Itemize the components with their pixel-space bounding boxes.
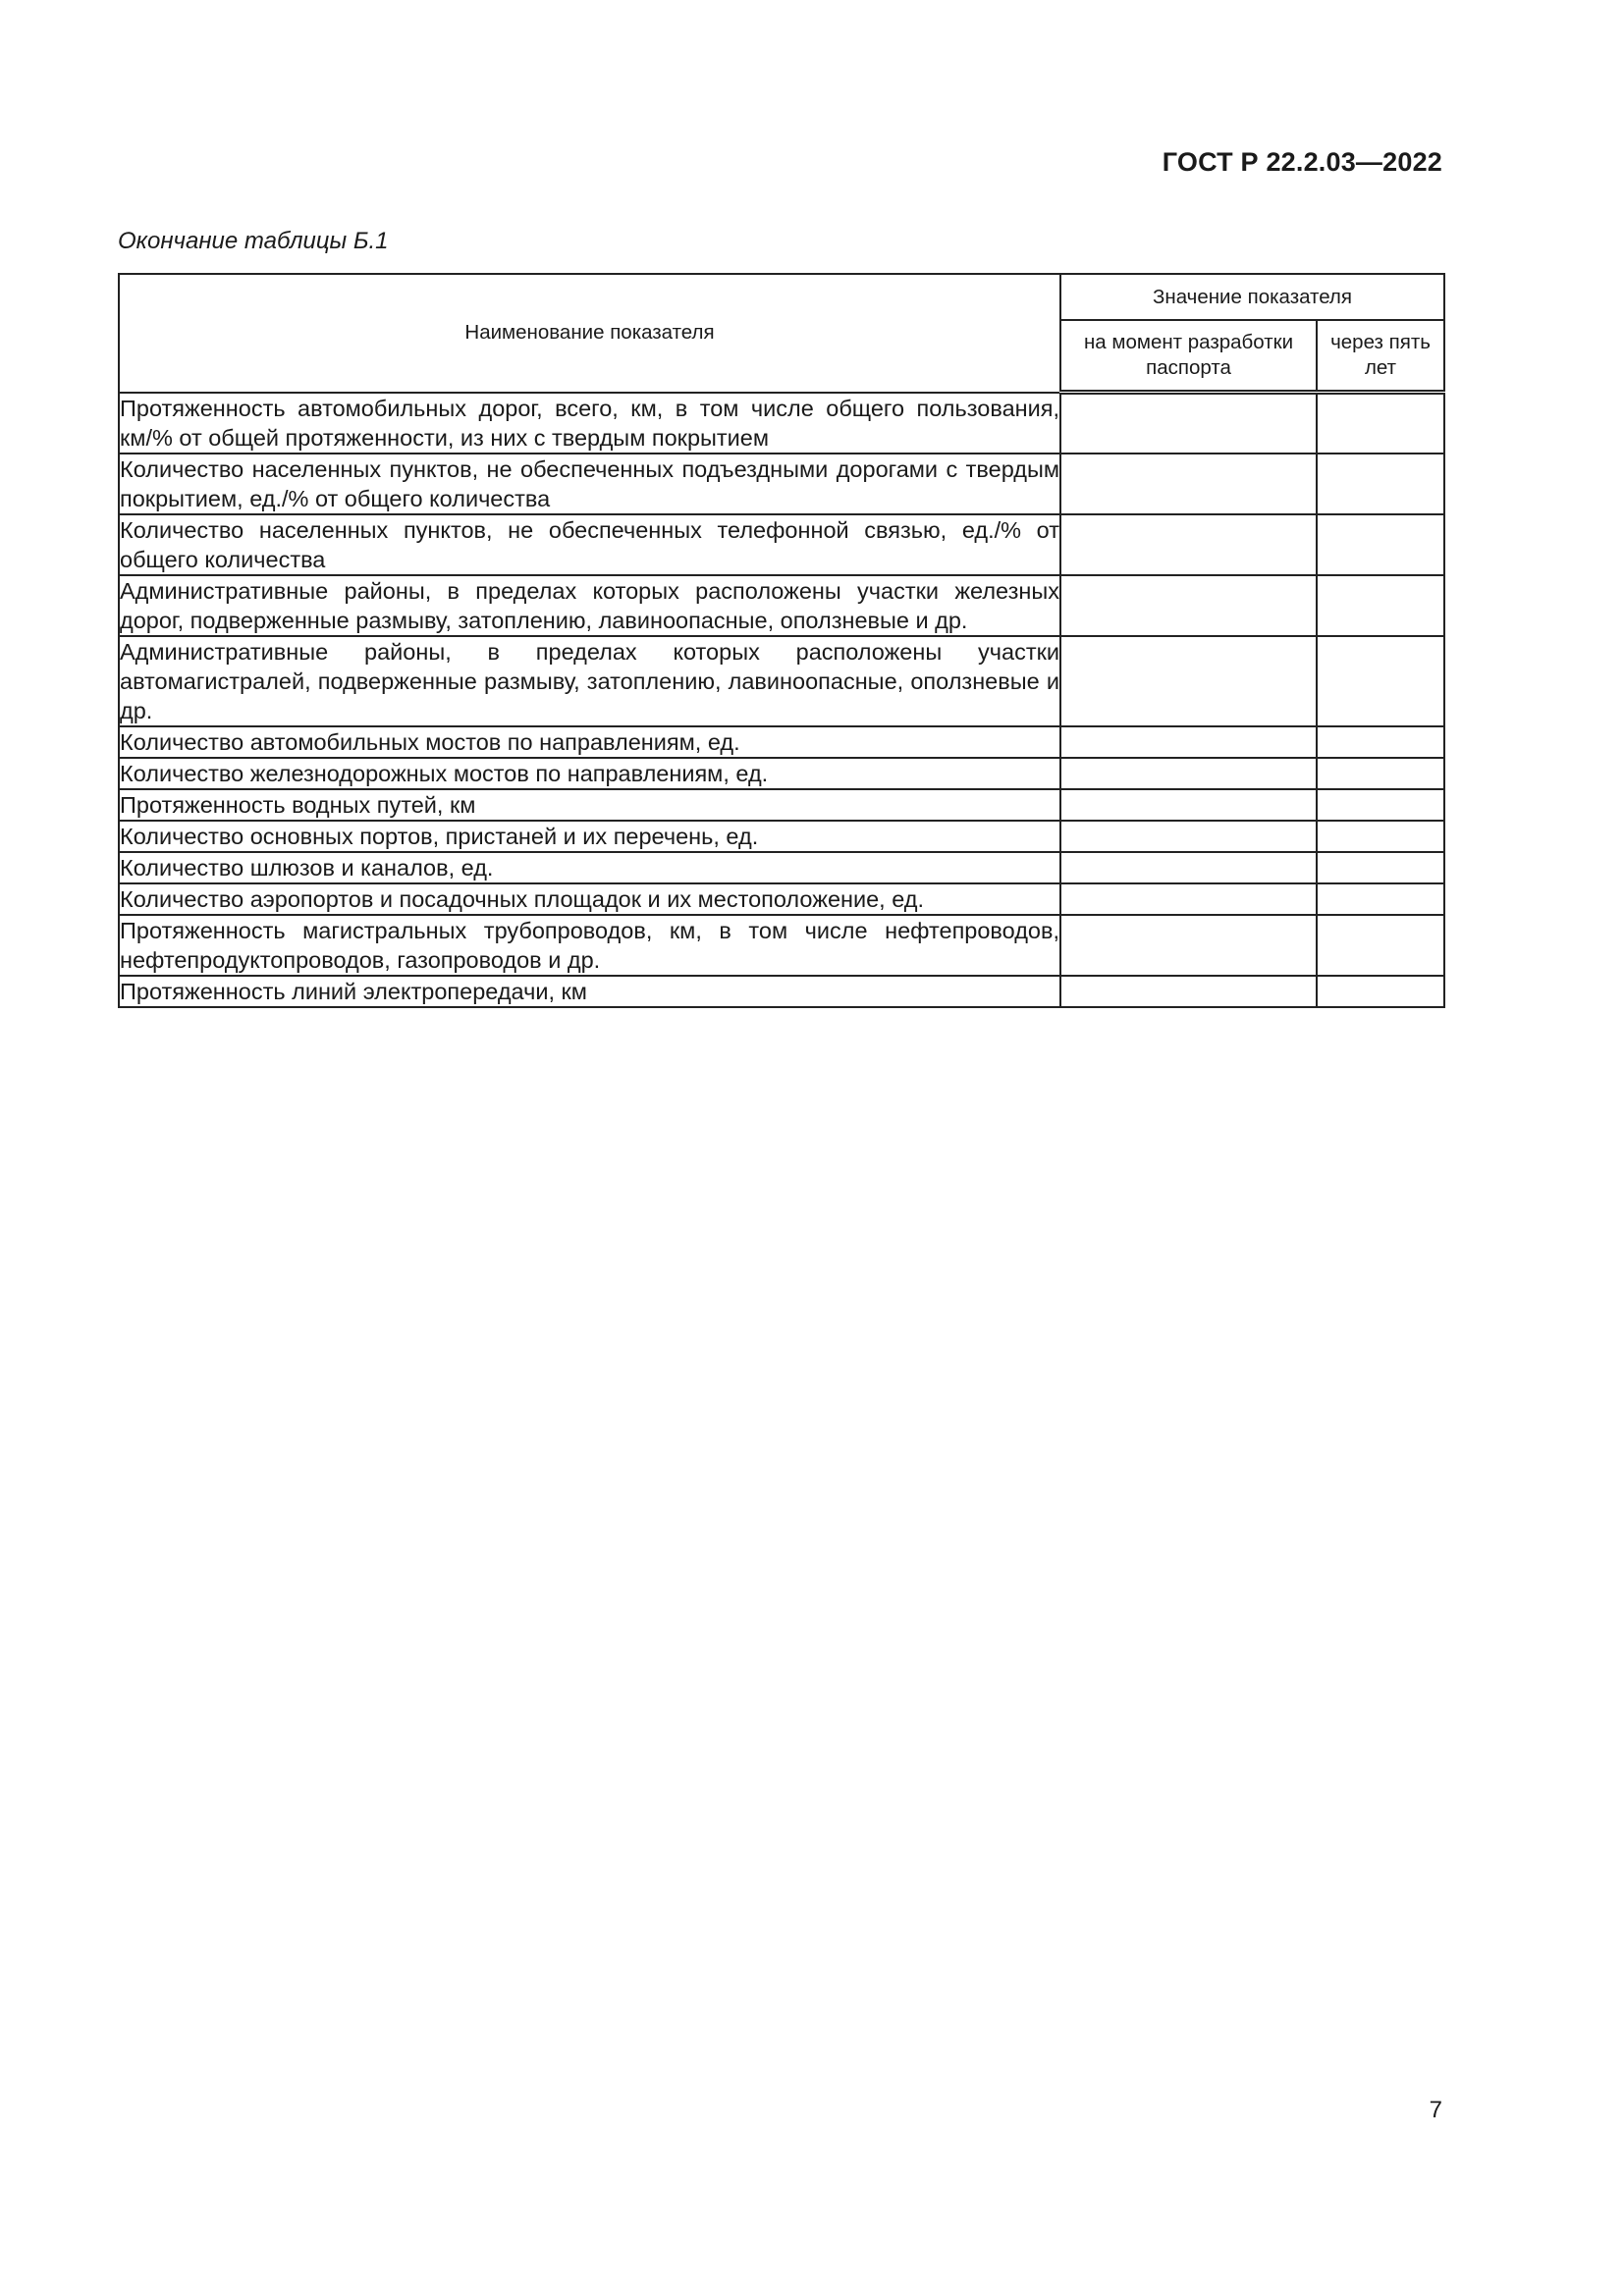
column-header-five-years: через пять лет — [1317, 320, 1444, 393]
row-value-current — [1060, 726, 1317, 758]
row-value-current — [1060, 789, 1317, 821]
table-row — [119, 915, 1444, 976]
row-value-current — [1060, 852, 1317, 883]
row-name: Количество железнодорожных мостов по направлениям, ед. — [119, 758, 1060, 789]
row-value-five-years — [1317, 976, 1444, 1007]
row-value-five-years — [1317, 852, 1444, 883]
row-value-current — [1060, 636, 1317, 726]
row-value-five-years — [1317, 758, 1444, 789]
table-row — [119, 726, 1444, 758]
row-name: Протяженность линий электропередачи, км — [119, 976, 1060, 1007]
table-row — [119, 758, 1444, 789]
row-value-five-years — [1317, 915, 1444, 976]
row-value-current — [1060, 575, 1317, 636]
table-caption: Окончание таблицы Б.1 — [118, 228, 389, 254]
row-value-five-years — [1317, 393, 1444, 454]
table-row — [119, 575, 1444, 636]
column-header-current: на момент разработки паспорта — [1060, 320, 1317, 393]
row-value-current — [1060, 393, 1317, 454]
table-row — [119, 852, 1444, 883]
row-value-five-years — [1317, 883, 1444, 915]
document-code: ГОСТ Р 22.2.03—2022 — [1162, 147, 1442, 177]
row-name: Протяженность автомобильных дорог, всего, км, в том числе общего пользования, км/% от общей протяженности, из них с твердым покрытием — [119, 393, 1060, 454]
page-number: 7 — [1429, 2097, 1442, 2123]
row-name: Количество автомобильных мостов по направлениям, ед. — [119, 726, 1060, 758]
table-row — [119, 821, 1444, 852]
row-name: Количество основных портов, пристаней и их перечень, ед. — [119, 821, 1060, 852]
column-header-name: Наименование показателя — [119, 274, 1060, 393]
row-value-five-years — [1317, 636, 1444, 726]
row-name: Протяженность водных путей, км — [119, 789, 1060, 821]
indicator-table — [118, 273, 1445, 1008]
row-name: Административные районы, в пределах которых расположены участки железных дорог, подверженные размыву, затоплению, лавиноопасные, оползневые и др. — [119, 575, 1060, 636]
table-row — [119, 393, 1444, 454]
row-name: Количество населенных пунктов, не обеспеченных подъездными дорогами с твердым покрытием, ед./% от общего количества — [119, 454, 1060, 514]
row-value-five-years — [1317, 575, 1444, 636]
row-value-current — [1060, 758, 1317, 789]
row-value-current — [1060, 514, 1317, 575]
row-value-current — [1060, 821, 1317, 852]
row-value-current — [1060, 454, 1317, 514]
row-value-five-years — [1317, 726, 1444, 758]
table-row — [119, 514, 1444, 575]
row-name: Количество шлюзов и каналов, ед. — [119, 852, 1060, 883]
row-value-five-years — [1317, 514, 1444, 575]
row-value-five-years — [1317, 789, 1444, 821]
row-value-current — [1060, 883, 1317, 915]
table-row — [119, 636, 1444, 726]
table-row — [119, 789, 1444, 821]
table-row — [119, 454, 1444, 514]
row-name: Протяженность магистральных трубопроводов, км, в том числе нефтепроводов, нефтепродуктопроводов, газопроводов и др. — [119, 915, 1060, 976]
row-name: Количество населенных пунктов, не обеспеченных телефонной связью, ед./% от общего количества — [119, 514, 1060, 575]
row-value-current — [1060, 915, 1317, 976]
table-row — [119, 883, 1444, 915]
row-value-five-years — [1317, 454, 1444, 514]
table-row — [119, 976, 1444, 1007]
column-header-value-group: Значение показателя — [1060, 274, 1444, 320]
row-value-current — [1060, 976, 1317, 1007]
row-value-five-years — [1317, 821, 1444, 852]
row-name: Количество аэропортов и посадочных площадок и их местоположение, ед. — [119, 883, 1060, 915]
row-name: Административные районы, в пределах которых расположены участки автомагистралей, подверженные размыву, затоплению, лавиноопасные, оползневые и др. — [119, 636, 1060, 726]
